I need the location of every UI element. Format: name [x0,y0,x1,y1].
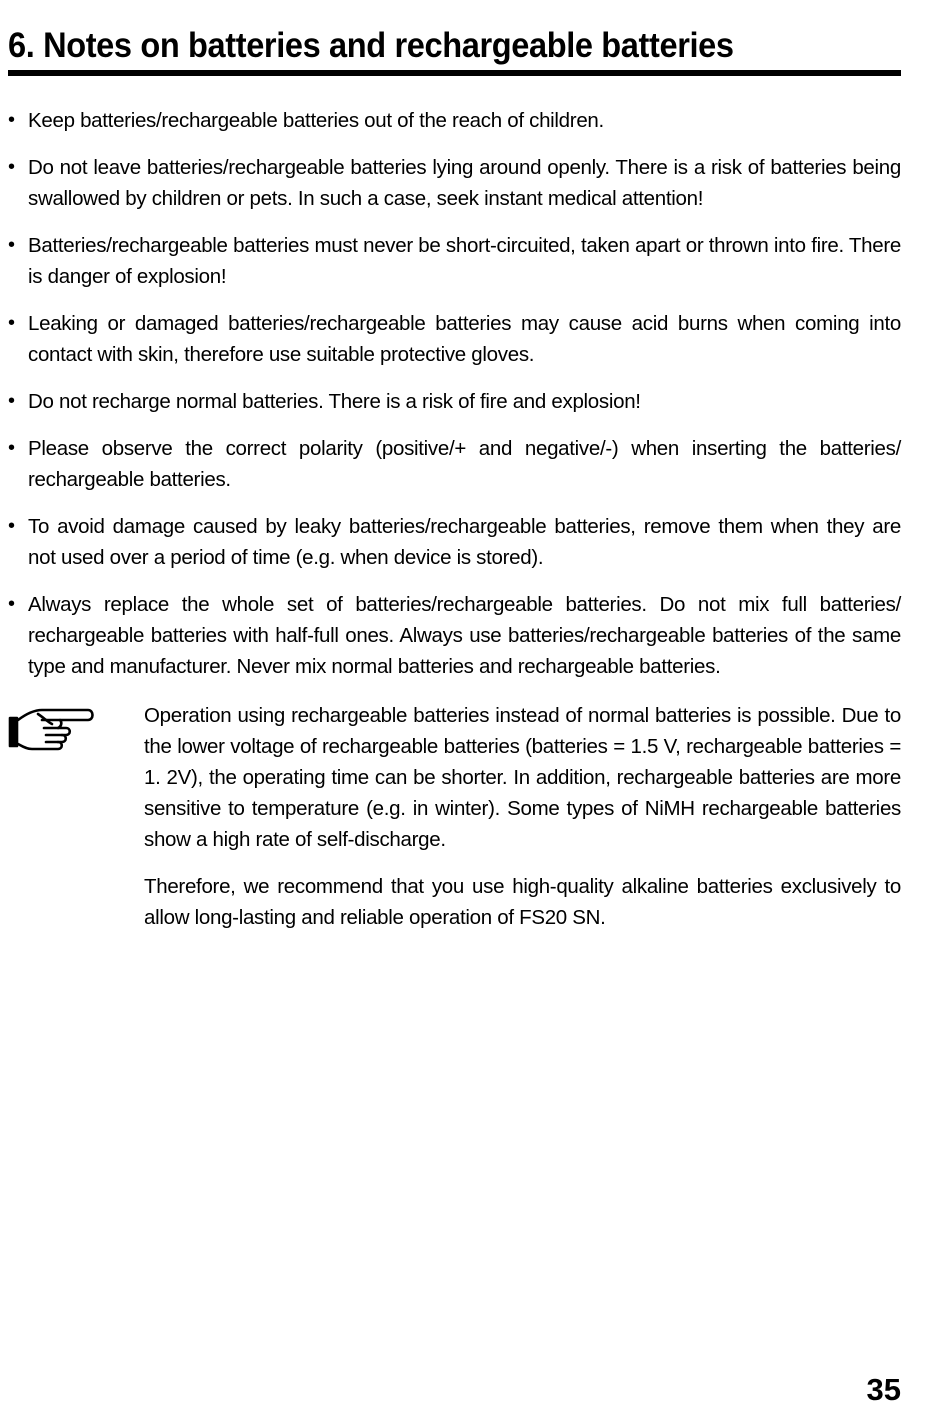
bullet-icon: • [8,234,15,256]
note-text [144,700,901,933]
list-item [8,433,901,495]
pointing-hand-icon [8,700,96,756]
list-item-text: Always replace the whole set of batteries/rechargeable batteries. Do not mix full batteries/ rechargeable batteries with half-full ones. Always use batteries/rechargeable batteries of the same type and manufacturer. Never mix normal batteries and rechargeable batteries. [28,593,901,678]
battery-notes-list [8,105,901,698]
list-item [8,152,901,214]
bullet-icon: • [8,156,15,178]
list-item-text: Do not leave batteries/rechargeable batteries lying around openly. There is a risk of batteries being swallowed by children or pets. In such a case, seek instant medical attention! [28,156,901,210]
list-item [8,589,901,682]
list-item [8,308,901,370]
list-item-text: Batteries/rechargeable batteries must never be short-circuited, taken apart or thrown into fire. There is danger of explosion! [28,234,901,288]
list-item [8,230,901,292]
note-paragraph: Therefore, we recommend that you use high-quality alkaline batteries exclusively to allow long-lasting and reliable operation of FS20 SN. [144,875,901,929]
note-paragraph: Operation using rechargeable batteries instead of normal batteries is possible. Due to the lower voltage of rechargeable batteries (batteries = 1.5 V, rechargeable batteries = 1. 2V), the operating time can be shorter. In addition, rechargeable batteries are more sensitive to temperature (e.g. in winter). Some types of NiMH rechargeable batteries show a high rate of self-discharge. [144,704,901,851]
list-item-text: Leaking or damaged batteries/rechargeable batteries may cause acid burns when coming into contact with skin, therefore use suitable protective gloves. [28,312,901,366]
list-item [8,386,901,417]
bullet-icon: • [8,109,15,131]
list-item [8,105,901,136]
bullet-icon: • [8,437,15,459]
heading-underline [8,70,901,76]
bullet-icon: • [8,390,15,412]
bullet-icon: • [8,515,15,537]
page-number: 35 [866,1372,901,1407]
note-block [8,700,901,949]
list-item [8,511,901,573]
section-heading: 6. Notes on batteries and rechargeable batteries [8,26,734,65]
bullet-icon: • [8,312,15,334]
bullet-icon: • [8,593,15,615]
list-item-text: Do not recharge normal batteries. There is a risk of fire and explosion! [28,390,641,413]
list-item-text: Keep batteries/rechargeable batteries out of the reach of children. [28,109,604,132]
list-item-text: Please observe the correct polarity (positive/+ and negative/-) when inserting the batteries/ rechargeable batteries. [28,437,901,491]
list-item-text: To avoid damage caused by leaky batteries/rechargeable batteries, remove them when they are not used over a period of time (e.g. when device is stored). [28,515,901,569]
